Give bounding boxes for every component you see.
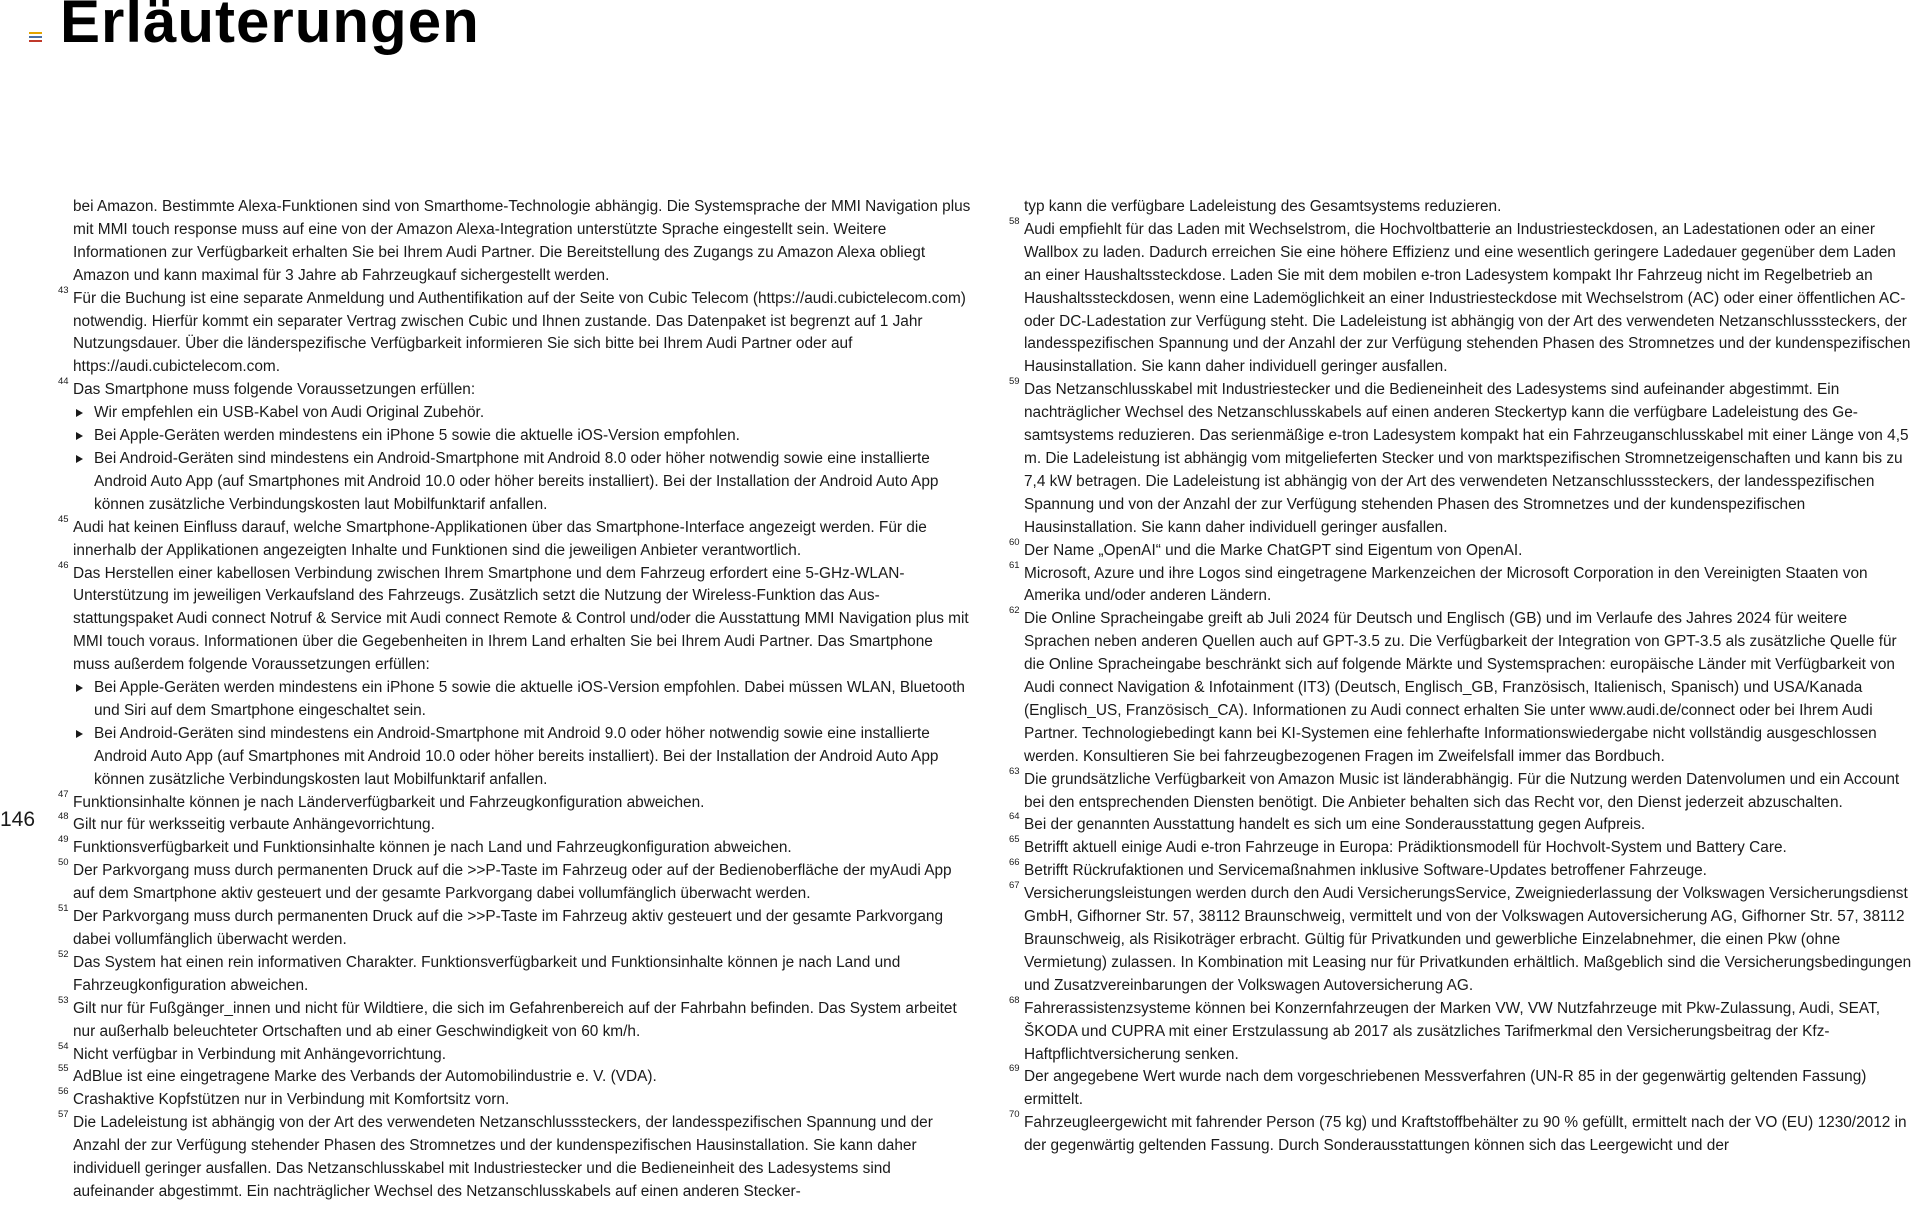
footnote-text: Audi empfiehlt für das Laden mit Wechselstrom, die Hochvoltbatterie an Industriesteckdosen, an Ladestationen oder an einer Wallbox zu laden. Dadurch erreichen Sie eine höhere Effizienz und eine wesentlich geringere Ladedauer gegenüber dem Laden an einer Haushaltssteckdose. Laden Sie mit dem mobilen e-tron Ladesystem kompakt Ihr Fahrzeug nicht im Regelbetrieb an Haushaltssteckdosen, wenn eine Lademöglichkeit an einer Industriesteckdose mit Wechselstrom (AC) oder einer öffentlichen AC- oder DC-Ladestation zur Verfügung steht. Die Ladeleistung ist abhängig von der Art des verwendeten Netzanschlusssteckers, der landesspezifischen Spannung und der Anzahl der zur Verfügung stehenden Phasen des Stromnetzes und der kundenspezifischen Hausinstallation. Sie kann daher individuell geringer ausfallen. — [1024, 220, 1911, 376]
footnote-59 — [1009, 376, 1914, 539]
footnote-text: Betrifft aktuell einige Audi e-tron Fahrzeuge in Europa: Prädiktionsmodell für Hochvolt-System und Battery Care. — [1024, 839, 1787, 857]
footnote-70 — [1009, 1109, 1914, 1158]
footnote-text: Funktionsverfügbarkeit und Funktionsinhalte können je nach Land und Fahrzeugkonfiguration abweichen. — [73, 839, 792, 857]
page-title: Erläuterungen — [60, 0, 480, 55]
footnote-text: Das Smartphone muss folgende Voraussetzungen erfüllen: — [73, 381, 476, 399]
footnote-number: 61 — [1009, 559, 1020, 571]
page-number: 146 — [0, 808, 36, 831]
footnote-number: 58 — [1009, 215, 1020, 227]
footnote-text: Audi hat keinen Einfluss darauf, welche Smartphone-Applikationen über das Smartphone-Interface angezeigt werden. Für die innerhalb der Applikationen angezeigten Inhalte und Funktionen sind die jeweiligen Anbieter verantwortlich. — [73, 518, 927, 559]
footnote-64 — [1009, 811, 1914, 837]
footnote-text: Nicht verfügbar in Verbindung mit Anhängevorrichtung. — [73, 1045, 447, 1063]
footnote-number: 62 — [1009, 605, 1020, 617]
footnote-number: 63 — [1009, 765, 1020, 777]
footnote-68 — [1009, 994, 1914, 1067]
footnote-65 — [1009, 834, 1914, 860]
footnote-number: 69 — [1009, 1063, 1020, 1075]
footnote-bullet-list — [73, 402, 973, 517]
footnote-text: bei Amazon. Bestimmte Alexa-Funktionen sind von Smarthome-Technologie abhängig. Die Systemsprache der MMI Navigation plus mit MMI touch response muss auf eine von der Amazon Alexa-Integration unterstützte Sprache eingestellt sein. Weitere Informationen zur Verfügbarkeit erhalten Sie bei Ihrem Audi Partner. Die Bereitstellung des Zugangs zu Amazon Alexa obliegt Amazon und kann maximal für 3 Jahre ab Fahrzeugkauf sichergestellt werden. — [73, 198, 971, 284]
footnote-bullet: Bei Android-Geräten sind mindestens ein Android-Smartphone mit Android 9.0 oder höher notwendig sowie eine installierte Android Auto App (auf Smartphones mit Android 10.0 oder höher bereits installiert). Bei der Installation der Android Auto App können zusätzliche Verbindungskosten laut Mobilfunktarif anfallen. — [73, 723, 973, 792]
footnote-number: 44 — [58, 376, 69, 388]
footnote-45 — [58, 513, 973, 563]
footnote-53 — [58, 994, 973, 1044]
footnote-text: Der Parkvorgang muss durch permanenten Druck auf die >>P-Taste im Fahrzeug oder auf der Bedienoberfläche der myAudi App auf dem Smartphone aktiv gesteuert und der gesamte Parkvorgang dabei vollumfänglich überwacht werden. — [73, 862, 952, 903]
footnote-text: Funktionsinhalte können je nach Länderverfügbarkeit und Fahrzeugkonfiguration abweichen. — [73, 793, 705, 811]
footnote-47 — [58, 788, 973, 815]
footnote-number: 65 — [1009, 834, 1020, 846]
footnote-56 — [58, 1086, 973, 1112]
footnote-49 — [58, 834, 973, 860]
footnote-text: Der angegebene Wert wurde nach dem vorgeschriebenen Messverfahren (UN-R 85 in der gegenwärtig geltenden Fassung) ermittelt. — [1024, 1068, 1867, 1109]
footnote-text: Gilt nur für Fußgänger_innen und nicht für Wildtiere, die sich im Gefahrenbereich auf der Fahrbahn befinden. Das System arbeitet nur außerhalb beleuchteter Ortschaften und ab einer Geschwindigkeit von 60 km/h. — [73, 999, 957, 1040]
footnote-bullet: Wir empfehlen ein USB-Kabel von Audi Original Zubehör. — [73, 402, 973, 425]
footnote-number: 46 — [58, 559, 69, 571]
footnote-69 — [1009, 1063, 1914, 1112]
footnote-number: 54 — [58, 1040, 69, 1052]
footnote-bullet: Bei Android-Geräten sind mindestens ein Android-Smartphone mit Android 8.0 oder höher notwendig sowie eine installierte Android Auto App (auf Smartphones mit Android 10.0 oder höher bereits installiert). Bei der Installation der Android Auto App können zusätzliche Verbindungskosten laut Mobilfunktarif anfallen. — [73, 448, 973, 517]
footnote-number: 48 — [58, 811, 69, 823]
footnote-number: 45 — [58, 513, 69, 525]
footnote-text: Bei der genannten Ausstattung handelt es sich um eine Sonderausstattung gegen Aufpreis. — [1024, 816, 1646, 834]
footnote-continuation — [73, 196, 973, 288]
footnote-bullet: Bei Apple-Geräten werden mindestens ein iPhone 5 sowie die aktuelle iOS-Version empfohlen. — [73, 425, 973, 448]
footnote-text: Das System hat einen rein informativen Charakter. Funktionsverfügbarkeit und Funktionsinhalte können je nach Land und Fahrzeugkonfiguration abweichen. — [73, 953, 901, 994]
footnote-number: 68 — [1009, 994, 1020, 1006]
footnote-text: Der Name „OpenAI“ und die Marke ChatGPT sind Eigentum von OpenAI. — [1024, 541, 1523, 559]
footnote-text: AdBlue ist eine eingetragene Marke des Verbands der Automobilindustrie e. V. (VDA). — [73, 1068, 657, 1086]
footnote-number: 55 — [58, 1063, 69, 1075]
footnote-55 — [58, 1063, 973, 1089]
footnote-text: Das Netzanschlusskabel mit Industriestecker und die Bedieneinheit des Ladesystems sind aufeinander abgestimmt. Ein nachträglicher Wechsel des Netzanschlusskabels auf einen anderen Steckertyp kann die verfügbare Ladeleistung des Gesamtsystems reduzieren. Das serienmäßige e-tron Ladesystem kompakt hat ein Fahrzeuganschlusskabel mit einer Länge von 4,5 m. Die Ladeleistung ist abhängig vom mitgelieferten Stecker und von marktspezifischen Stromnetzeigenschaften und kann bis zu 7,4 kW betragen. Die Ladeleistung ist abhängig von der Art des verwendeten Netzanschlusssteckers, der landesspezifischen Spannung und von der Anzahl der zur Verfügung stehenden Phasen des Stromnetzes und der kundenspezifischen Hausinstallation. Sie kann daher individuell geringer ausfallen. — [1024, 381, 1909, 536]
menu-icon-bar-3 — [29, 40, 42, 42]
footnote-text: typ kann die verfügbare Ladeleistung des Gesamtsystems reduzieren. — [1024, 198, 1502, 215]
footnote-text: Gilt nur für werksseitig verbaute Anhängevorrichtung. — [73, 816, 435, 834]
footnote-57 — [58, 1109, 973, 1204]
footnote-number: 43 — [58, 284, 69, 296]
footnote-60 — [1009, 536, 1914, 563]
footnote-number: 47 — [58, 788, 69, 800]
footnote-48 — [58, 811, 973, 837]
footnote-text: Fahrerassistenzsysteme können bei Konzernfahrzeugen der Marken VW, VW Nutzfahrzeuge mit Pkw-Zulassung, Audi, SEAT, ŠKODA und CUPRA mit einer Erstzulassung ab 2017 als zusätzliches Tarifmerkmal den Versicherungsbeitrag der Kfz-Haftpflichtversicherung senken. — [1024, 999, 1880, 1063]
footnote-text: Die Ladeleistung ist abhängig von der Art des verwendeten Netzanschlusssteckers, der landesspezifischen Spannung und der Anzahl der zur Verfügung stehender Phasen des Stromnetzes und der kundenspezifischen Hausinstallation. Sie kann daher individuell geringer ausfallen. Das Netzanschlusskabel mit Industriestecker und die Bedieneinheit des Ladesystems sind aufeinander abgestimmt. Ein nachträglicher Wechsel des Netzanschlusskabels auf einen anderen Stecker- — [73, 1114, 933, 1200]
footnote-number: 50 — [58, 857, 69, 869]
footnote-text: Die grundsätzliche Verfügbarkeit von Amazon Music ist länderabhängig. Für die Nutzung werden Datenvolumen und ein Account bei den entsprechenden Diensten benötigt. Die Anbieter behalten sich das Recht vor, den Dienst jederzeit abzuschalten. — [1024, 770, 1900, 811]
footnote-number: 70 — [1009, 1109, 1020, 1121]
footnote-43 — [58, 284, 973, 380]
footnote-continuation — [1024, 196, 1914, 219]
footnote-number: 59 — [1009, 376, 1020, 388]
footnote-bullet: Bei Apple-Geräten werden mindestens ein iPhone 5 sowie die aktuelle iOS-Version empfohlen. Dabei müssen WLAN, Bluetooth und Siri auf dem Smartphone eingeschaltet sein. — [73, 677, 973, 723]
footnote-number: 57 — [58, 1109, 69, 1121]
footnote-67 — [1009, 880, 1914, 998]
menu-icon-bar-1 — [29, 32, 42, 34]
footnote-number: 52 — [58, 948, 69, 960]
footnote-51 — [58, 903, 973, 952]
footnote-63 — [1009, 765, 1914, 815]
menu-icon[interactable] — [29, 32, 42, 42]
footnote-62 — [1009, 605, 1914, 768]
footnote-number: 51 — [58, 903, 69, 915]
footnote-number: 60 — [1009, 536, 1020, 548]
footnote-58 — [1009, 215, 1914, 379]
footnote-text: Crashaktive Kopfstützen nur in Verbindung mit Komfortsitz vorn. — [73, 1091, 510, 1109]
footnote-bullet-list — [73, 677, 973, 792]
footnote-number: 56 — [58, 1086, 69, 1098]
footnote-text: Das Herstellen einer kabellosen Verbindung zwischen Ihrem Smartphone und dem Fahrzeug erfordert eine 5-GHz-WLAN-Unterstützung im jeweiligen Verkaufsland des Fahrzeugs. Zusätzlich setzt die Nutzung der Wireless-Funktion das Ausstattungspaket Audi connect Notruf & Service mit Audi connect Remote & Control und/oder die Ausstattung MMI Navigation plus mit MMI touch voraus. Informationen über die Gegebenheiten in Ihrem Land erhalten Sie bei Ihrem Audi Partner. Das Smartphone muss außerdem folgende Voraussetzungen erfüllen: — [73, 564, 969, 674]
footnote-52 — [58, 948, 973, 998]
footnote-number: 49 — [58, 834, 69, 846]
footnote-number: 67 — [1009, 880, 1020, 892]
footnote-66 — [1009, 857, 1914, 883]
footnote-54 — [58, 1040, 973, 1067]
footnote-text: Microsoft, Azure und ihre Logos sind eingetragene Markenzeichen der Microsoft Corporation in den Vereinigten Staaten von Amerika und/oder anderen Ländern. — [1024, 564, 1868, 605]
menu-icon-bar-2 — [29, 36, 42, 38]
footnote-text: Für die Buchung ist eine separate Anmeldung und Authentifikation auf der Seite von Cubic Telecom (https://audi.cubictelecom.com) notwendig. Hierfür kommt ein separater Vertrag zwischen Cubic und Ihnen zustande. Das Datenpaket ist begrenzt auf 1 Jahr Nutzungsdauer. Über die länderspezifische Verfügbarkeit informieren Sie sich bitte bei Ihrem Audi Partner oder auf https://audi.cubictelecom.com. — [73, 289, 966, 376]
footnote-text: Fahrzeugleergewicht mit fahrender Person (75 kg) und Kraftstoffbehälter zu 90 % gefüllt, ermittelt nach der VO (EU) 1230/2012 in der gegenwärtig geltenden Fassung. Durch Sonderausstattungen können sich das Leergewicht und der — [1024, 1114, 1907, 1155]
footnote-number: 66 — [1009, 857, 1020, 869]
footnote-text: Betrifft Rückrufaktionen und Servicemaßnahmen inklusive Software-Updates betroffener Fahrzeuge. — [1024, 862, 1707, 880]
footnote-text: Die Online Spracheingabe greift ab Juli 2024 für Deutsch und Englisch (GB) und im Verlaufe des Jahres 2024 für weitere Sprachen neben anderen Quellen auch auf GPT-3.5 zu. Die Verfügbarkeit der Integration von GPT-3.5 als zusätzliche Quelle für die Online Spracheingabe beschränkt sich auf folgende Märkte und Systemsprachen: europäische Länder mit Verfügbarkeit von Audi connect Navigation & Infotainment (IT3) (Deutsch, Englisch_GB, Französisch, Italienisch, Spanisch) und USA/Kanada (Englisch_US, Französisch_CA). Informationen zu Audi connect erhalten Sie unter www.audi.de/connect oder bei Ihrem Audi Partner. Technologiebedingt kann bei KI-Systemen eine fehlerhafte Informationswiedergabe nicht vollständig ausgeschlossen werden. Konsultieren Sie bei fahrzeugbezogenen Fragen im Zweifelsfall immer das Bordbuch. — [1024, 610, 1897, 765]
footnote-number: 53 — [58, 994, 69, 1006]
footnote-44 — [58, 376, 973, 516]
footnote-61 — [1009, 559, 1914, 609]
footnote-50 — [58, 857, 973, 906]
footnote-46 — [58, 559, 973, 792]
footnote-text: Versicherungsleistungen werden durch den Audi VersicherungsService, Zweigniederlassung der Volkswagen Versicherungsdienst GmbH, Gifhorner Str. 57, 38112 Braunschweig, vermittelt und von der Volkswagen Autoversicherung AG, Gifhorner Str. 57, 38112 Braunschweig, als Risikoträger erbracht. Gültig für Privatkunden und gewerbliche Einzelabnehmer, die einen Pkw (ohne Vermietung) zulassen. In Kombination mit Leasing nur für Privatkunden erhältlich. Maßgeblich sind die Versicherungsbedingungen und Zusatzvereinbarungen der Volkswagen Autoversicherung AG. — [1024, 885, 1912, 994]
footnote-text: Der Parkvorgang muss durch permanenten Druck auf die >>P-Taste im Fahrzeug aktiv gesteuert und der gesamte Parkvorgang dabei vollumfänglich überwacht werden. — [73, 908, 944, 948]
right-footnote-column — [1009, 196, 1914, 1158]
footnote-number: 64 — [1009, 811, 1020, 823]
left-footnote-column — [58, 196, 973, 1204]
